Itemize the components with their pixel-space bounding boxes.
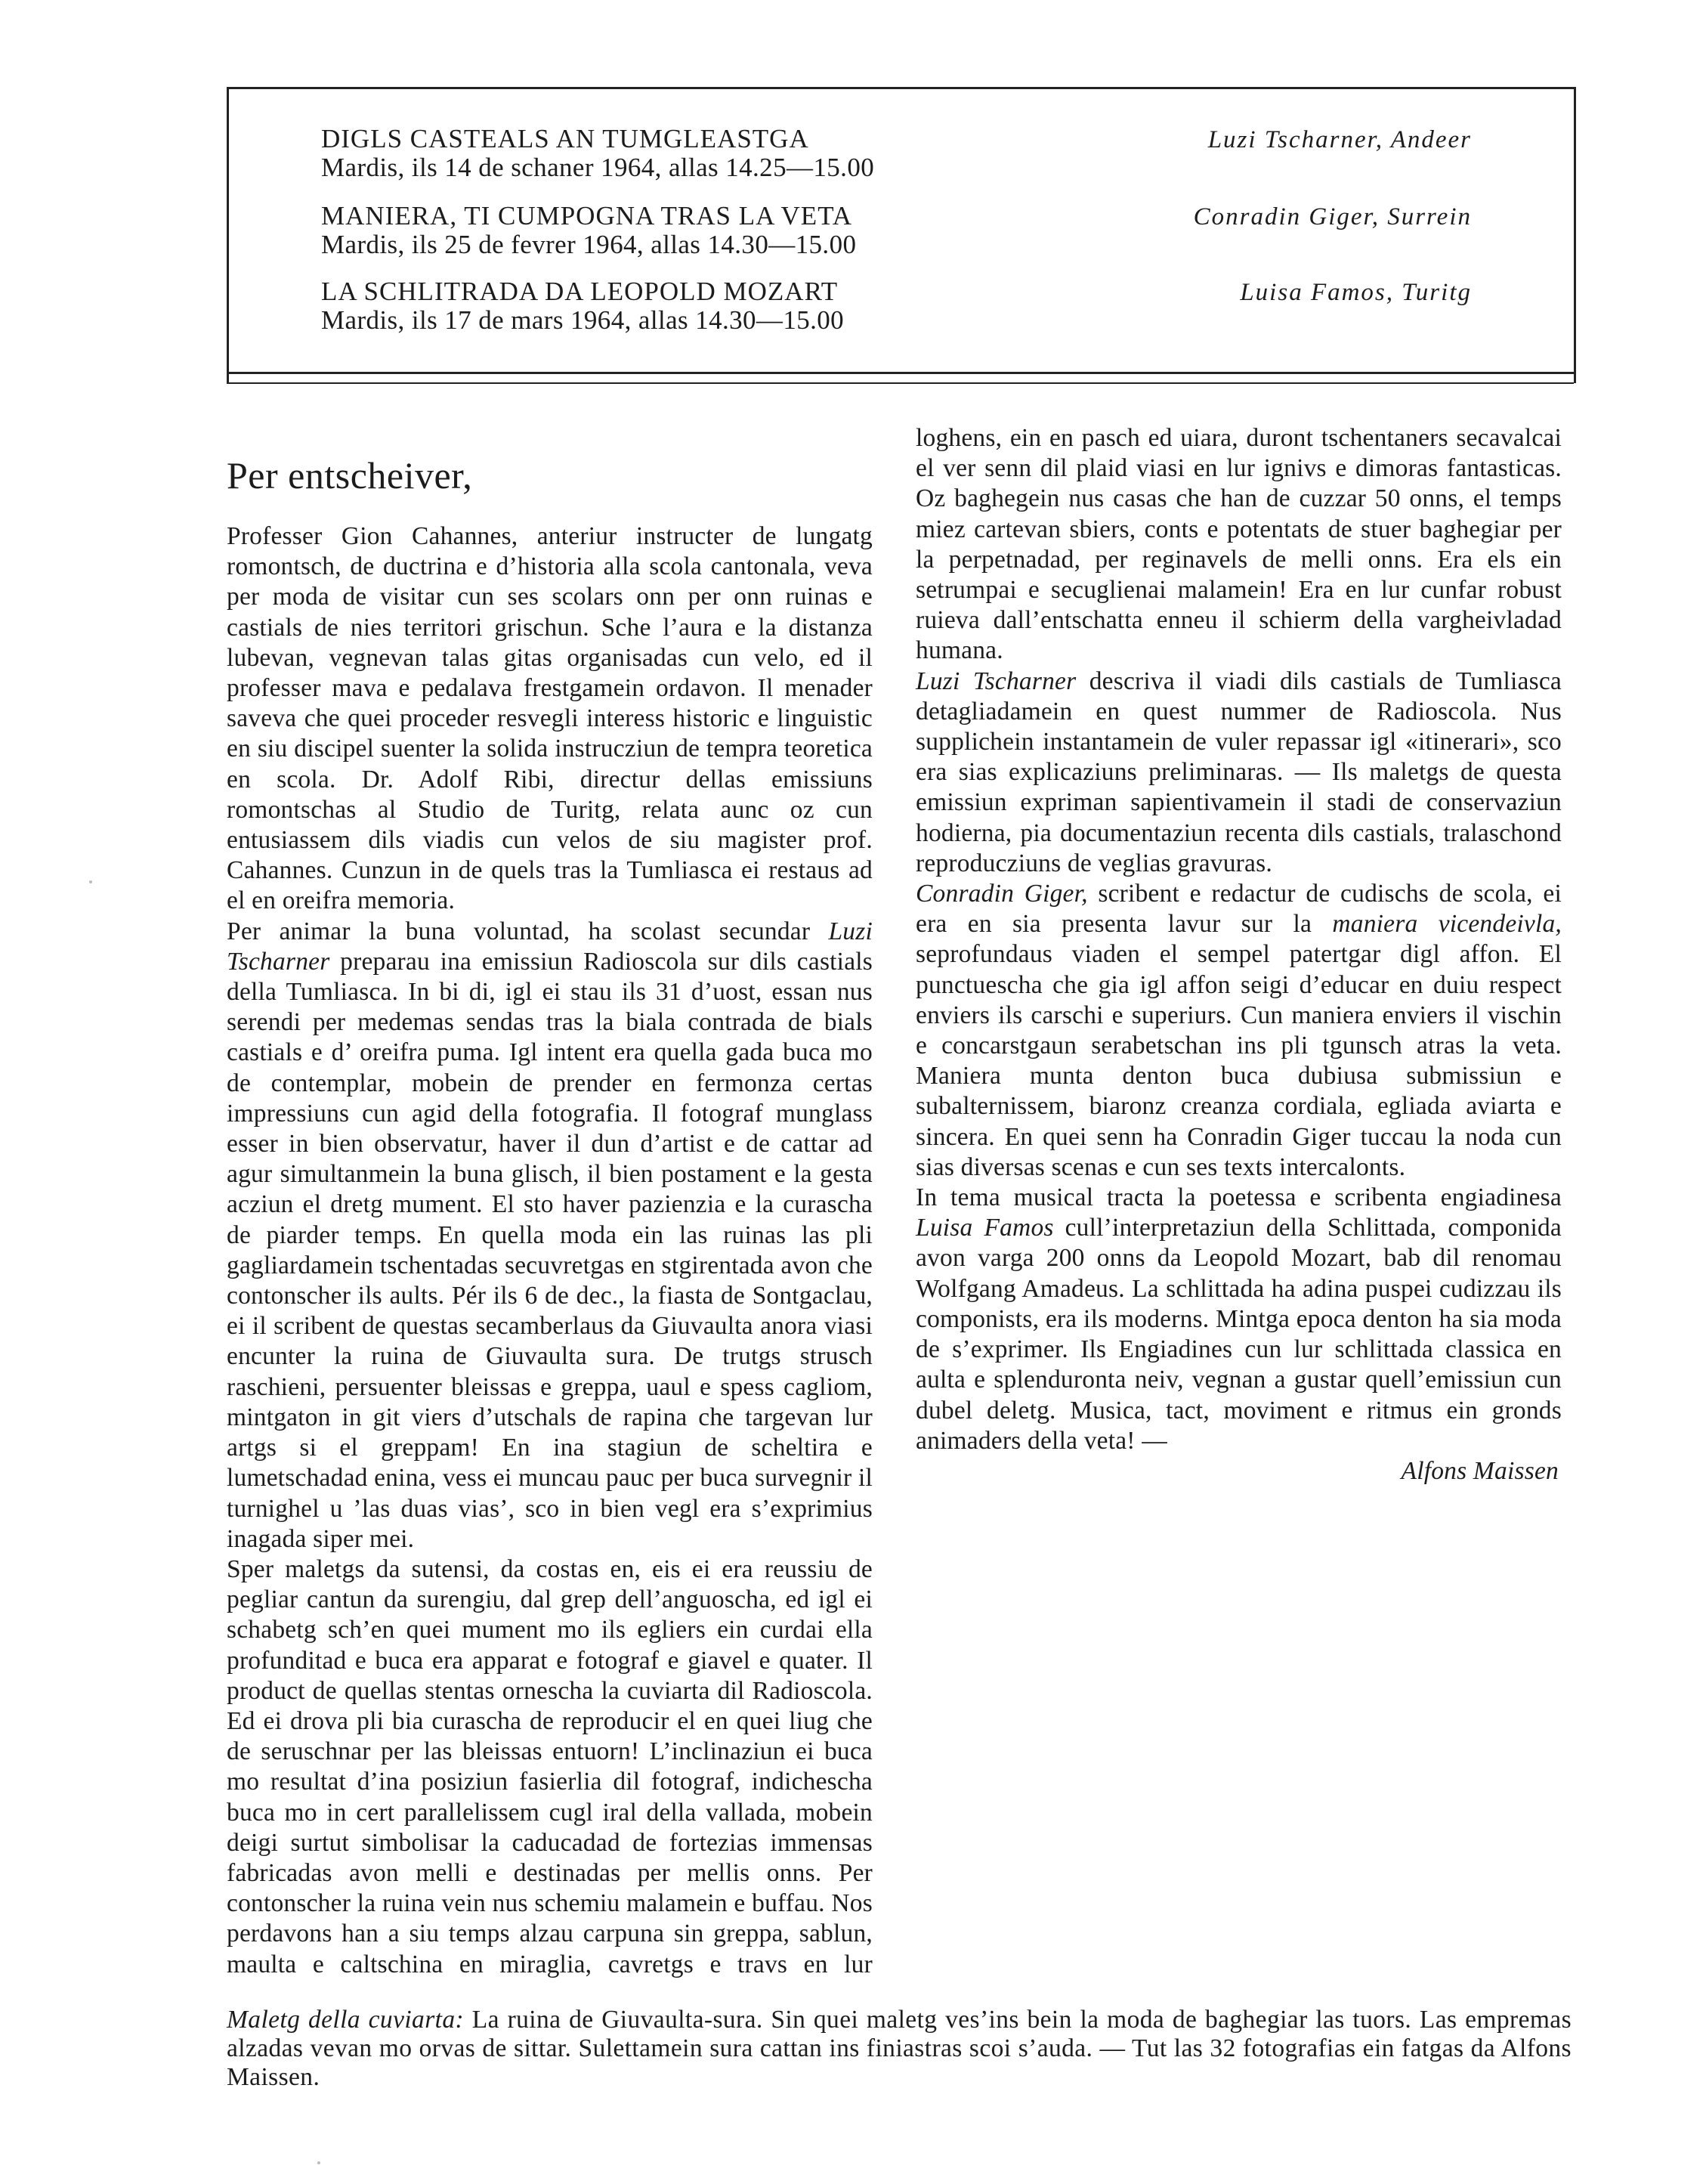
program-entry-3 xyxy=(321,277,844,335)
paragraph: Professer Gion Cahannes, anteriur instructer de lungatg romontsch, de ductrina e d’historia alla scola cantonala, veva per moda de visitar cun ses scolars onn per onn ruinas e castials de nies territori grischun. Sche l’aura e la distanza lubevan, vegnevan talas gitas organisadas cun velo, ed il professer mava e pedalava frestgamein ordavon. Il menader saveva che quei proceder resvegli interess historic e linguistic en siu discipel suenter la solida instrucziun de tempra teoretica en scola. Dr. Adolf Ribi, directur dellas emissiuns romontschas al Studio de Turitg, relata aunc oz cun entusiassem dils viadis cun velos de siu magister prof. Cahannes. Cunzun in de quels tras la Tumliasca ei restaus ad el en oreifra memoria. xyxy=(227,522,873,915)
scan-speck xyxy=(89,880,92,883)
text-run: descriva il viadi dils castials de Tumliasca detagliadamein en quest nummer de Radioscola. Nus supplichein instantamein de vuler repassar igl «itinerari», sco era sias explicaziuns preliminaras. — Ils maletgs de questa emissiun expriman sapientivamein il stadi de conservaziun hodierna, pia documentaziun recenta dils castials, tralaschond reproducziuns de veglias gravuras. xyxy=(916,667,1562,877)
caption-label: Maletg della cuviarta: xyxy=(227,2006,465,2034)
program-title: MANIERA, TI CUMPOGNA TRAS LA VETA xyxy=(321,201,853,230)
program-author: Luisa Famos, Turitg xyxy=(1240,279,1472,306)
program-date: Mardis, ils 17 de mars 1964, allas 14.30—15.00 xyxy=(321,305,845,335)
program-entry-2 xyxy=(321,202,856,259)
cover-caption xyxy=(227,2006,1572,2092)
signature: Alfons Maissen xyxy=(1401,1456,1559,1485)
paragraph xyxy=(916,667,1562,879)
article-heading: Per entscheiver, xyxy=(227,454,473,497)
program-title: DIGLS CASTEALS AN TUMGLEASTGA xyxy=(321,124,809,153)
paragraph xyxy=(916,879,1562,1183)
signature-line xyxy=(916,1456,1562,1486)
paragraph: Sper maletgs da sutensi, da costas en, eis ei era reussiu de pegliar cantun da surengiu, dal grep dell’anguoscha, ed igl ei schabetg sch’en quei mument mo ils egliers ein curdai ella profunditad e buca era apparat e fotograf e giavel e quater. Il product de quellas stentas ornescha la cuviarta dil Radioscola. Ed ei drova pli bia curascha de reproducir el en quei liug che de seruschnar per las bleissas entuorn! L’inclinaziun ei buca mo resultat d’ina posiziun fasierlia dil fotograf, indichescha buca mo in cert parallelissem cugl iral della vallada, mobein deigi surtut simbolisar la caducadad de fortezias immensas fabricadas avon melli e destinadas per mellis onns. Per contonscher la ruina vein nus schemiu malamein e buffau. Nos perdavons han a siu temps alzau carpuna sin greppa, sablun, maulta e caltschina en miraglia, cavretgs e travs en lur xyxy=(227,1554,873,1978)
article-text-left xyxy=(227,521,873,1980)
paragraph xyxy=(227,917,873,1554)
program-title: LA SCHLITRADA DA LEOPOLD MOZART xyxy=(321,277,839,306)
text-run: cull’interpretaziun della Schlittada, componida avon varga 200 onns da Leopold Mozart, bab dil renomau Wolfgang Amadeus. La schlittada ha adina puspei cudizzau ils componists, era ils moderns. Mintga epoca denton ha sia moda de s’exprimer. Ils Engiadines cun lur schlittada classica en aulta e splenduronta neiv, vegnan a gustar quell’emissiun cun dubel deletg. Musica, tact, moviment e ritmus ein gronds animaders della veta! — xyxy=(916,1214,1562,1455)
author-name: Luisa Famos xyxy=(916,1214,1054,1242)
program-entry-1 xyxy=(321,125,874,182)
text-run: seprofundaus viaden el sempel patertgar digl affon. El punctuescha che gia igl affon seigi d’educar en duiu respect enviers ils carschi e superiurs. Cun maniera enviers il vischin e concarstgaun serabetschan ins pli tgunsch atras la veta. Maniera munta denton buca dubiusa submissiun e subalternissem, biaronz creanza cordiala, egliada aviarta e sincera. En quei senn ha Conradin Giger tuccau la noda cun sias diversas scenas e cun ses texts intercalonts. xyxy=(916,940,1562,1181)
scan-speck xyxy=(317,2161,320,2164)
program-author: Conradin Giger, Surrein xyxy=(1193,203,1472,230)
bottom-rule-thin xyxy=(227,382,1574,384)
bottom-rule xyxy=(227,372,1574,374)
author-name: Luzi Tscharner xyxy=(227,917,873,976)
text-run: preparau ina emissiun Radioscola sur dils castials della Tumliasca. In bi di, igl ei stau ils 31 d’uost, essan nus serendi per medemas sendas tras la biala contrada de bials castials e d’ oreifra puma. Igl intent era quella gada buca mo de contemplar, mobein de prender en fermonza certas impressiuns cun agid della fotografia. Il fotograf munglass esser in bien observatur, haver il dun d’artist e de cattar ad agur simultanmein la buna glisch, il bien postament e la gesta acziun el dretg mument. El sto haver pazienzia e la curascha de piarder temps. En quella moda ein las ruinas las pli gagliardamein tschentadas secuvretgas en stgirentada avon che contonscher ils aults. Pér ils 6 de dec., la fiasta de Sontgaclau, ei il scribent de questas secamberlaus da Giuvaulta anora viasi encunter la ruina de Giuvaulta sura. De trutgs strusch raschieni, persuenter bleissas e greppa, uaul e spess cagliom, mintgaton in git viers d’utschals de rapina che targevan lur artgs si el greppam! En ina stagiun de scheltira e lumetschadad enina, vess ei muncau pauc per buca survegnir il turnighel u ’las duas vias’, sco in bien vegl era s’exprimius inagada siper mei. xyxy=(227,947,873,1553)
text-run: scribent e redactur de cudischs de scola, ei era en sia presenta lavur sur la xyxy=(916,880,1562,939)
article-text-right xyxy=(916,423,1562,1486)
author-name: Luzi Tscharner xyxy=(916,667,1077,695)
article-column-right xyxy=(916,423,1562,1486)
text-run: Per animar la buna voluntad, ha scolast secundar xyxy=(227,917,811,945)
article-column-left xyxy=(227,423,873,1980)
program-date: Mardis, ils 14 de schaner 1964, allas 14.25—15.00 xyxy=(321,153,875,182)
program-author: Luzi Tscharner, Andeer xyxy=(1207,126,1472,153)
paragraph xyxy=(916,1183,1562,1456)
emphasis: maniera vicendeivla, xyxy=(1332,910,1562,939)
program-date: Mardis, ils 25 de fevrer 1964, allas 14.30—15.00 xyxy=(321,230,857,259)
caption-text: La ruina de Giuvaulta-sura. Sin quei maletg ves’ins bein la moda de baghegiar las tuors. Las empremas alzadas vevan mo orvas de sittar. Sulettamein sura cattan ins finiastras scoi s’auda. — Tut las 32 fotografias ein fatgas da Alfons Maissen. xyxy=(227,2006,1572,2091)
text-run: In tema musical tracta la poetessa e scribenta engiadinesa xyxy=(916,1183,1562,1212)
author-name: Conradin Giger, xyxy=(916,880,1088,908)
paragraph: loghens, ein en pasch ed uiara, duront tschentaners secavalcai el ver senn dil plaid viasi en lur ignivs e dimoras fantasticas. Oz baghegein nus casas che han de cuzzar 50 onns, el temps miez cartevan sbiers, conts e potentats de stuer baghegiar per la perpetnadad, per reginavels de melli onns. Era els ein setrumpai e secuglienai malamein! Era en lur cunfar robust ruieva dall’entschatta enneu il schierm della vargheivladad humana. xyxy=(916,424,1562,665)
program-box xyxy=(227,87,1576,383)
